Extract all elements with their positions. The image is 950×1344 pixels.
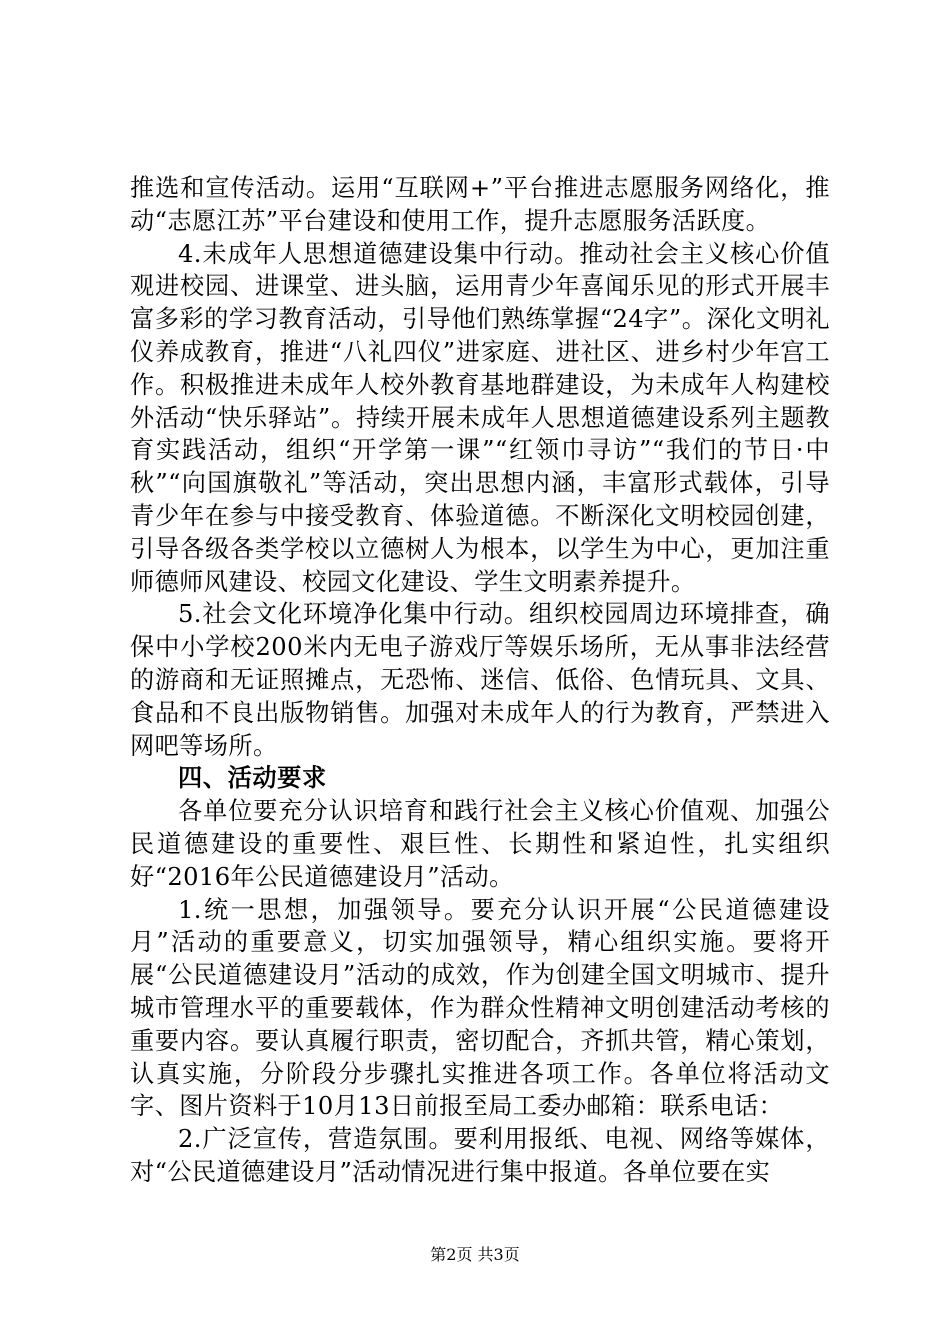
paragraph-2: 4.未成年人思想道德建设集中行动。推动社会主义核心价值观进校园、进课堂、进头脑，运用青少年喜闻乐见的形式开展丰富多彩的学习教育活动，引导他们熟练掌握“24字”。深化文明礼仪养成教育，推进“八礼四仪”进家庭、进社区、进乡村少年宫工作。积极推进未成年人校外教育基地群建设，为未成年人构建校外活动“快乐驿站”。持续开展未成年人思想道德建设系列主题教育实践活动，组织“开学第一课”“红领巾寻访”“我们的节日·中秋”“向国旗敬礼”等活动，突出思想内涵，丰富形式载体，引导青少年在参与中接受教育、体验道德。不断深化文明校园创建，引导各级各类学校以立德树人为根本，以学生为中心，更加注重师德师风建设、校园文化建设、学生文明素养提升。 [130, 239, 830, 596]
paragraph-6: 2.广泛宣传，营造氛围。要利用报纸、电视、网络等媒体，对“公民道德建设月”活动情况进行集中报道。各单位要在实 [130, 1125, 830, 1186]
page-footer: 第2页 共3页 [430, 1245, 520, 1264]
paragraph-3: 5.社会文化环境净化集中行动。组织校园周边环境排查，确保中小学校200米内无电子游戏厅等娱乐场所，无从事非法经营的游商和无证照摊点，无恐怖、迷信、低俗、色情玩具、文具、食品和不良出版物销售。加强对未成年人的行为教育，严禁进入网吧等场所。 [130, 600, 830, 760]
paragraph-5: 1.统一思想，加强领导。要充分认识开展“公民道德建设月”活动的重要意义，切实加强领导，精心组织实施。要将开展“公民道德建设月”活动的成效，作为创建全国文明城市、提升城市管理水平的重要载体，作为群众性精神文明创建活动考核的重要内容。要认真履行职责，密切配合，齐抓共管，精心策划，认真实施，分阶段分步骤扎实推进各项工作。各单位将活动文字、图片资料于10月13日前报至局工委办邮箱：联系电话： [130, 895, 830, 1121]
document-body [130, 172, 830, 1189]
section-heading: 四、活动要求 [178, 764, 327, 793]
paragraph-4: 各单位要充分认识培育和践行社会主义核心价值观、加强公民道德建设的重要性、艰巨性、长期性和紧迫性，扎实组织好“2016年公民道德建设月”活动。 [130, 797, 830, 891]
paragraph-1: 推选和宣传活动。运用“互联网+”平台推进志愿服务网络化，推动“志愿江苏”平台建设和使用工作，提升志愿服务活跃度。 [130, 174, 830, 235]
